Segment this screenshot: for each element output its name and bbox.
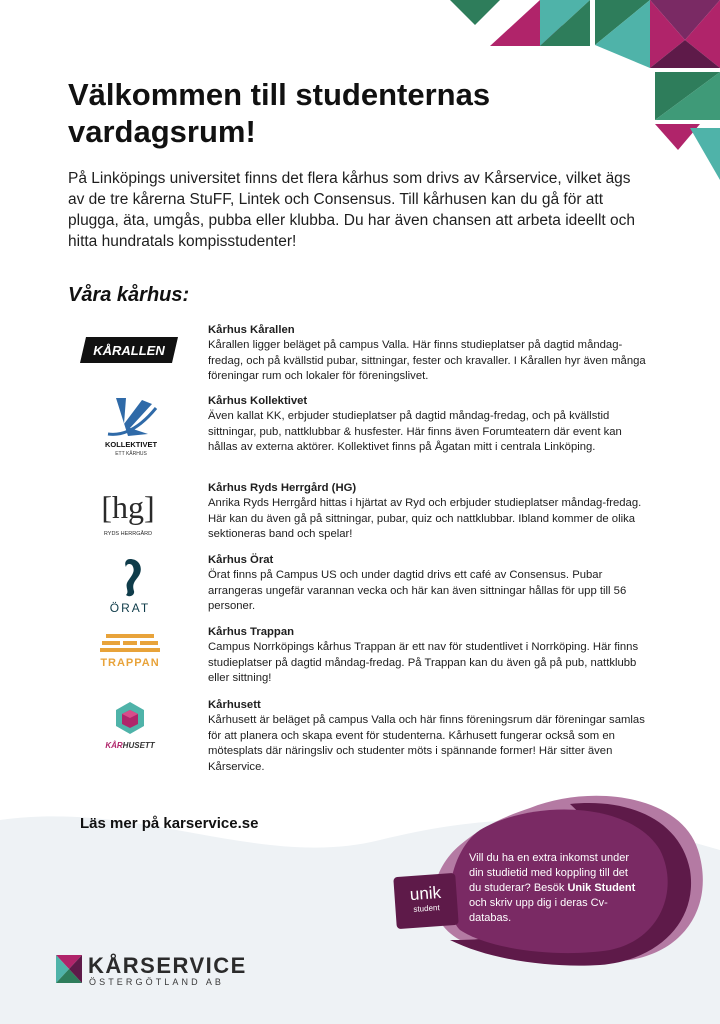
unik-student-badge <box>393 873 458 929</box>
hg-logo-subtext: RYDS HERRGÅRD <box>103 531 153 537</box>
entry-body: Anrika Ryds Herrgård hittas i hjärtat av Ryd och erbjuder studieplatser måndag-fredag. Här kan du även gå på sittningar, pubar, quiz och nattklubbar. Ibland kommer de olika sektioneras band och spelar! <box>208 497 642 541</box>
entry-title: Kårhusett <box>208 699 261 711</box>
karhuset-logo-text: HUSETT <box>122 741 155 750</box>
kollektivet-logo <box>98 394 164 458</box>
entry-body: Campus Norrköpings kårhus Trappan är ett nav för studentlivet i Norrköping. Här finns studieplatser på dagtid måndag-fredag. På Trappan kan du även gå på pub, nattklubb eller sittning! <box>208 641 639 685</box>
entry-body: Kårallen ligger beläget på campus Valla. Här finns studieplatser på dagtid måndag-fredag, och på kvällstid pubar, sittningar, fester och kravaller. I Kårallen hyr även många föreningar rum och lokaler för föreningslivet. <box>208 339 646 383</box>
orat-logo <box>102 555 158 615</box>
intro-paragraph: På Linköpings universitet finns det flera kårhus som drivs av Kårservice, vilket ägs av de tre kårerna StuFF, Lintek och Consensus. Till kårhusen kan du gå för att plugga, äta, umgås, pubba eller klubba. Du har även chansen att arbeta ideellt och hitta hundratals kompisstudenter! <box>68 170 635 250</box>
karservice-logo-icon <box>56 955 82 983</box>
entry-trappan <box>208 625 648 687</box>
entry-title: Kårhus Kårallen <box>208 324 295 336</box>
entry-body: Även kallat KK, erbjuder studieplatser på dagtid måndag-fredag, och på kvällstid sittningar, pub, nattklubbar & husfester. Här finns även Forumteatern där event kan hållas av externa aktörer. Kollektivet finns på Ågatan mitt i centrala Linköping. <box>208 410 622 454</box>
entry-title: Kårhus Trappan <box>208 626 295 638</box>
kollektivet-logo-subtext: ETT KÅRHUS <box>115 451 147 457</box>
entry-kollektivet <box>208 394 648 456</box>
trappan-logo-text: TRAPPAN <box>100 657 160 669</box>
unik-badge-sub: student <box>413 903 440 914</box>
karservice-brand <box>56 953 246 993</box>
promo-text-before: Vill du ha en extra inkomst under din studietid med koppling till det du studerar? Besök <box>469 852 629 894</box>
page-title: Välkommen till studenternas vardagsrum! <box>68 77 491 149</box>
entry-title: Kårhus Kollektivet <box>208 395 308 407</box>
hg-logo-text: [hg] <box>101 489 155 525</box>
entry-body: Kårhusett är beläget på campus Valla och här finns föreningsrum där föreningar samlas för att planera och skapa event för studenterna. Kårhusett fungerar också som en mötesplats där näringsliv och studenter möts i spännande former! Här sitter även Kårservice. <box>208 714 645 773</box>
karhuset-logo <box>98 700 162 756</box>
entry-body: Örat finns på Campus US och under dagtid drivs ett café av Consensus. Pubar arrangeras ungefär varannan vecka och här kan även sittningar hållas för upp till 56 personer. <box>208 569 627 613</box>
promo-unik-student[interactable]: Unik Student <box>567 882 636 894</box>
section-heading: Våra kårhus: <box>68 284 190 306</box>
unik-badge-word: unik <box>409 882 442 905</box>
read-more-link[interactable]: Läs mer på karservice.se <box>80 815 259 832</box>
promo-text-after: och skriv upp dig i deras Cv-databas. <box>469 897 608 924</box>
entry-title: Kårhus Örat <box>208 554 274 566</box>
entry-karhuset <box>208 698 648 775</box>
kollektivet-logo-text: KOLLEKTIVET <box>104 440 158 449</box>
karhuset-logo-accent: KÅR <box>105 741 123 750</box>
karallen-logo-text: KÅRALLEN <box>93 343 165 358</box>
svg-text:KÅRHUSETT <box>105 741 155 750</box>
entry-orat <box>208 553 648 615</box>
karallen-logo <box>80 337 178 363</box>
ryds-herrgard-logo <box>96 480 160 544</box>
orat-logo-text: ÖRAT <box>109 601 151 615</box>
entry-ryds-herrgard <box>208 481 648 543</box>
promo-text <box>469 851 639 926</box>
entry-title: Kårhus Ryds Herrgård (HG) <box>208 482 357 494</box>
entry-karallen <box>208 323 648 385</box>
brand-subtitle: ÖSTERGÖTLAND AB <box>89 977 225 987</box>
brand-name: KÅRSERVICE <box>88 953 247 978</box>
trappan-logo <box>96 632 164 672</box>
